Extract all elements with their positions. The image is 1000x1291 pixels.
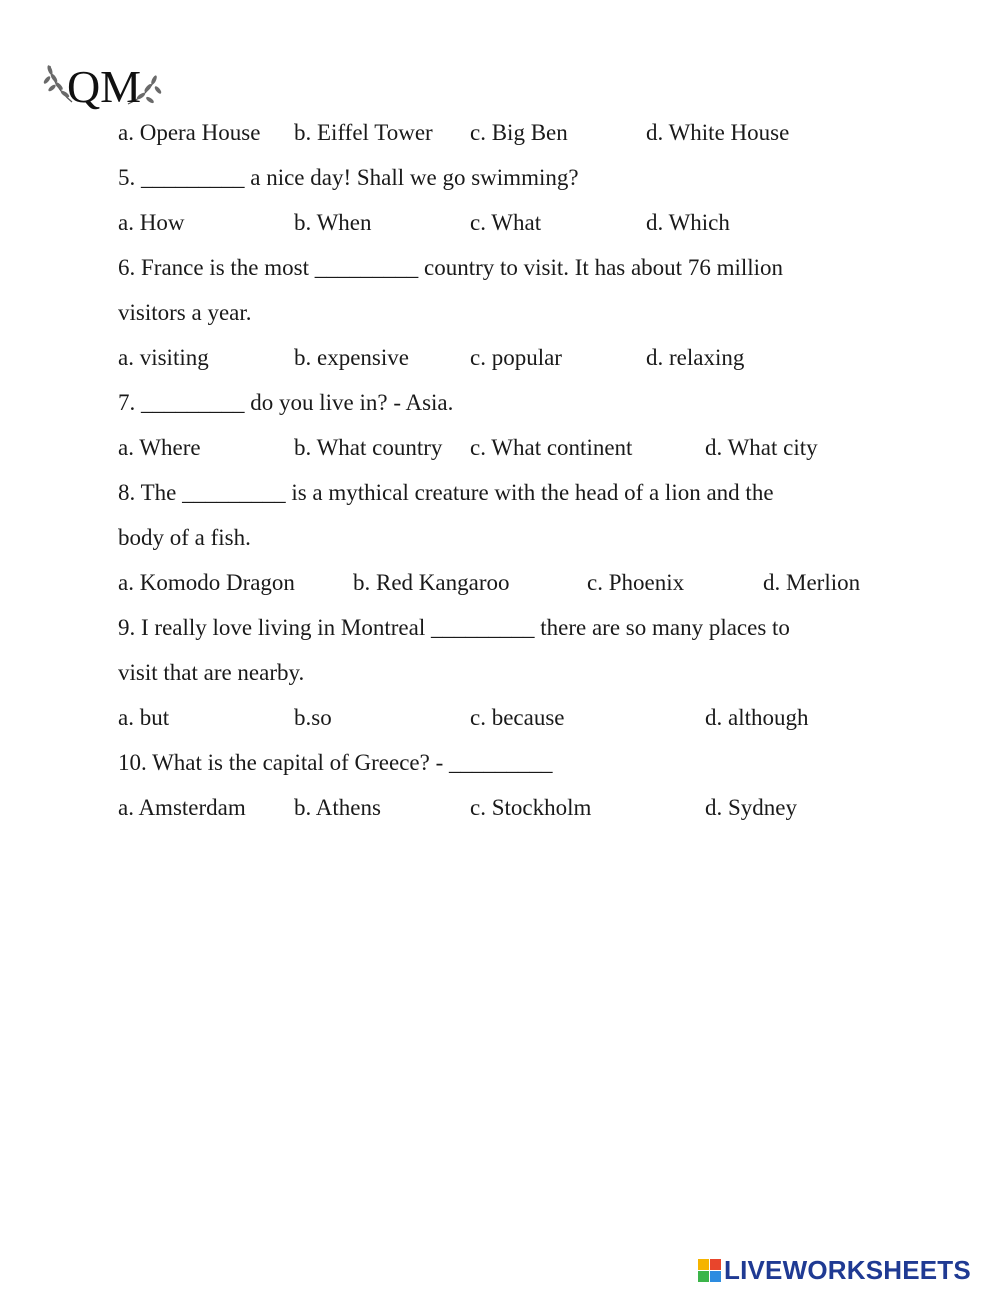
- option-b[interactable]: b. Red Kangaroo: [353, 570, 510, 595]
- brand-tile: [710, 1271, 721, 1282]
- question-10-stem: 10. What is the capital of Greece? - _________: [118, 750, 553, 775]
- question-5-stem: 5. _________ a nice day! Shall we go swimming?: [118, 165, 579, 190]
- brand-tile: [710, 1259, 721, 1270]
- brand-tile: [698, 1259, 709, 1270]
- option-c[interactable]: c. What continent: [470, 435, 633, 460]
- option-c[interactable]: c. What: [470, 210, 542, 235]
- option-d[interactable]: d. White House: [646, 120, 790, 145]
- option-b[interactable]: b. expensive: [294, 345, 409, 370]
- option-a[interactable]: a. Amsterdam: [118, 795, 246, 820]
- option-a[interactable]: a. Opera House: [118, 120, 261, 145]
- option-b[interactable]: b.so: [294, 705, 332, 730]
- brand-text: LIVEWORKSHEETS: [724, 1254, 971, 1285]
- qm-logo: [42, 58, 166, 116]
- question-9-stem: 9. I really love living in Montreal _________ there are so many places to: [118, 615, 790, 640]
- option-c[interactable]: c. Big Ben: [470, 120, 568, 145]
- option-b[interactable]: b. What country: [294, 435, 443, 460]
- option-d[interactable]: d. What city: [705, 435, 818, 460]
- option-b[interactable]: b. Eiffel Tower: [294, 120, 433, 145]
- option-c[interactable]: c. Phoenix: [587, 570, 685, 595]
- question-7-stem: 7. _________ do you live in? - Asia.: [118, 390, 454, 415]
- question-9-stem-cont: visit that are nearby.: [118, 660, 305, 685]
- logo-text: QM: [66, 61, 142, 112]
- option-d[interactable]: d. relaxing: [646, 345, 745, 370]
- option-a[interactable]: a. Komodo Dragon: [118, 570, 295, 595]
- option-c[interactable]: c. Stockholm: [470, 795, 592, 820]
- question-6-stem: 6. France is the most _________ country to visit. It has about 76 million: [118, 255, 784, 280]
- option-b[interactable]: b. When: [294, 210, 372, 235]
- brand-tiles-icon: [698, 1259, 721, 1282]
- option-d[interactable]: d. although: [705, 705, 809, 730]
- question-6-stem-cont: visitors a year.: [118, 300, 252, 325]
- option-b[interactable]: b. Athens: [294, 795, 381, 820]
- brand-tile: [698, 1271, 709, 1282]
- question-8-stem-cont: body of a fish.: [118, 525, 251, 550]
- option-c[interactable]: c. because: [470, 705, 565, 730]
- option-a[interactable]: a. visiting: [118, 345, 209, 370]
- option-a[interactable]: a. How: [118, 210, 185, 235]
- question-8-stem: 8. The _________ is a mythical creature with the head of a lion and the: [118, 480, 774, 505]
- option-d[interactable]: d. Which: [646, 210, 730, 235]
- option-a[interactable]: a. but: [118, 705, 170, 730]
- option-d[interactable]: d. Merlion: [763, 570, 861, 595]
- option-d[interactable]: d. Sydney: [705, 795, 797, 820]
- liveworksheets-logo[interactable]: [698, 1256, 971, 1284]
- laurel-icon: [42, 58, 166, 116]
- option-c[interactable]: c. popular: [470, 345, 562, 370]
- option-a[interactable]: a. Where: [118, 435, 201, 460]
